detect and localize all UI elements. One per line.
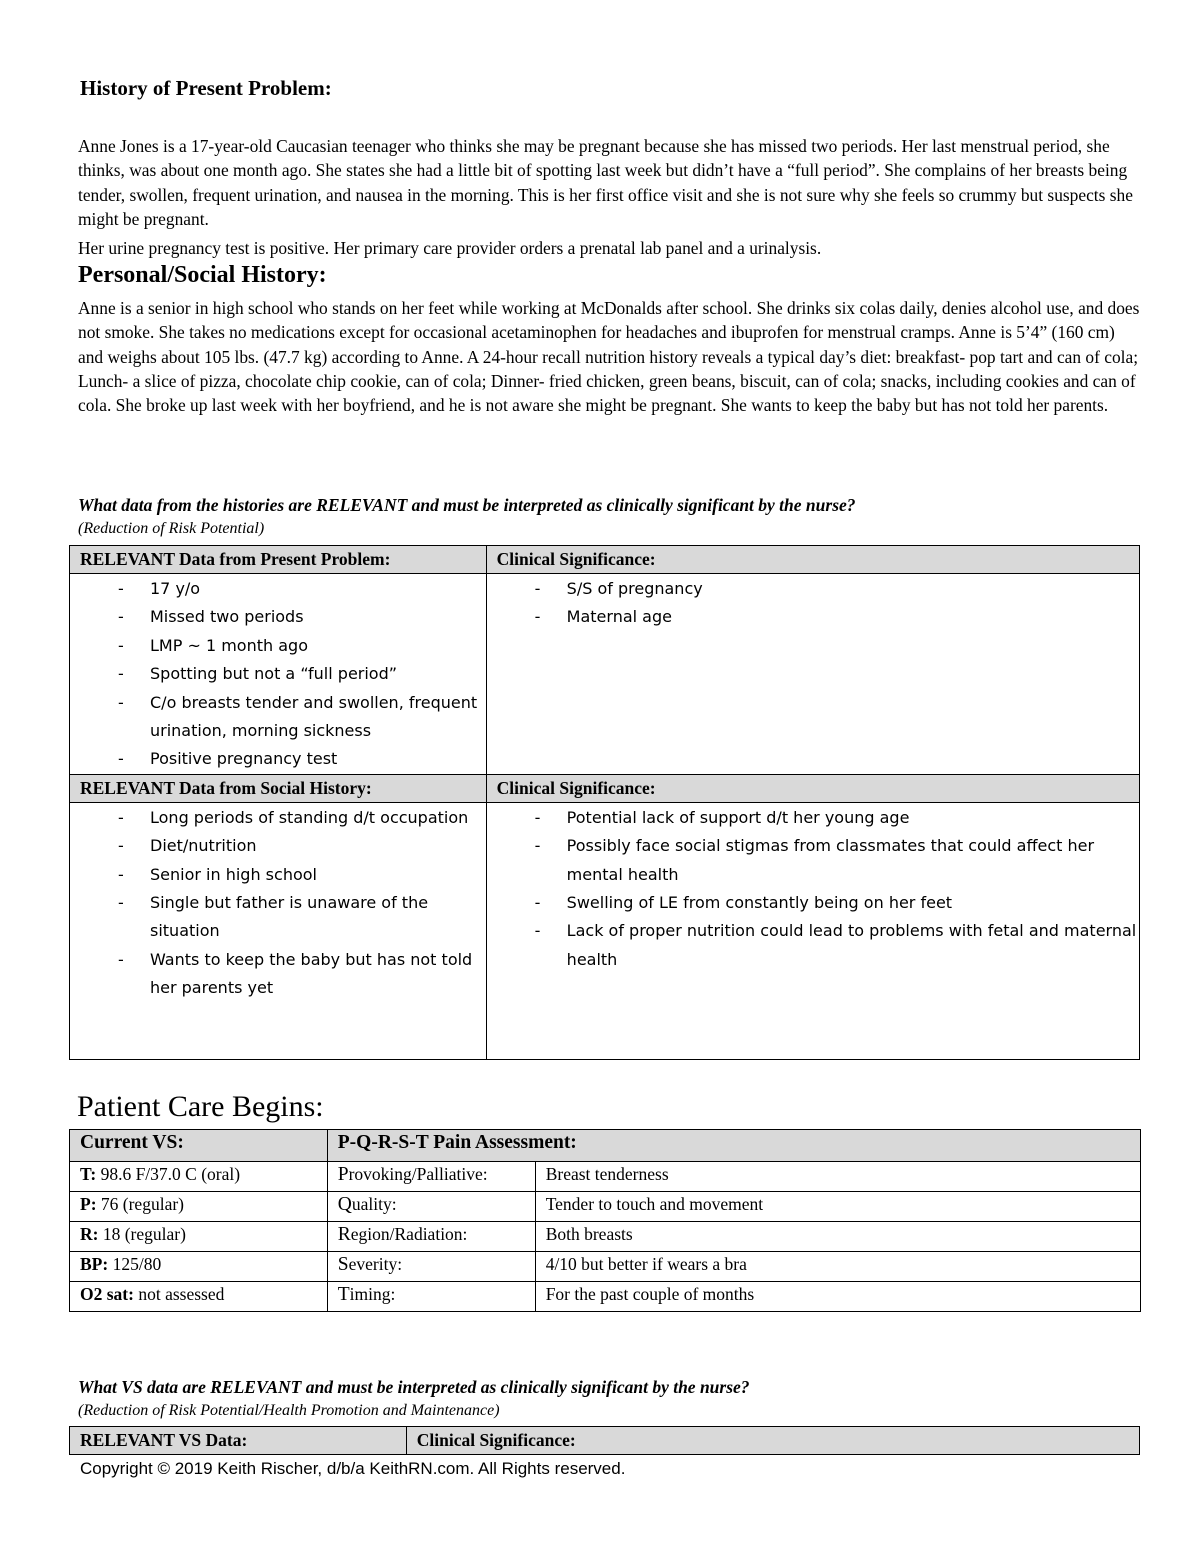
vs-value: 98.6 F/37.0 C (oral) [96,1164,241,1184]
pain-initial: R [337,1224,351,1245]
vs-value: 18 (regular) [98,1224,186,1244]
present-data-cell [70,574,487,775]
list-item: - Positive pregnancy test [70,745,486,773]
social-data-list [70,804,486,1003]
pain-initial: Q [337,1194,352,1215]
list-item: - C/o breasts tender and swollen, frequent urination, morning sickness [70,689,486,746]
list-item: - Spotting but not a “full period” [70,660,486,688]
vs-label: R: [80,1224,99,1244]
pain-label-cell [327,1252,535,1282]
table-row [70,1222,1141,1252]
pain-initial: S [337,1254,349,1275]
pain-label-cell [327,1222,535,1252]
present-problem-header: RELEVANT Data from Present Problem: [70,546,487,574]
question-2: What VS data are RELEVANT and must be interpreted as clinically significant by the nurse? [78,1377,750,1397]
vs-value: 125/80 [108,1254,162,1274]
vs-label: BP: [80,1254,109,1274]
list-item: - Maternal age [487,603,1139,631]
pain-value: For the past couple of months [535,1282,1140,1312]
social-heading: Personal/Social History: [78,262,327,288]
vs-pain-table [69,1129,1141,1312]
vs-label: P: [80,1194,97,1214]
list-item: - Swelling of LE from constantly being on her feet [487,889,1139,917]
copyright-footer: Copyright © 2019 Keith Rischer, d/b/a KeithRN.com. All Rights reserved. [80,1459,626,1478]
pain-label: rovoking/Palliative: [348,1164,488,1184]
clinical-significance-header-2: Clinical Significance: [486,774,1139,802]
list-item: - Wants to keep the baby but has not told her parents yet [70,946,486,1003]
table-row [70,1162,1141,1192]
question-1-sub: (Reduction of Risk Potential) [78,520,265,537]
pain-value: Breast tenderness [535,1162,1140,1192]
vs-cell [70,1192,328,1222]
pain-value: Tender to touch and movement [535,1192,1140,1222]
question-1: What data from the histories are RELEVANT and must be interpreted as clinically significant by the nurse? [78,495,856,515]
history-heading: History of Present Problem: [80,76,332,100]
social-significance-list [487,804,1139,974]
vs-value: 76 (regular) [96,1194,184,1214]
table-row [70,1252,1141,1282]
list-item: - LMP ~ 1 month ago [70,632,486,660]
vs-value: not assessed [133,1284,225,1304]
social-paragraph: Anne is a senior in high school who stands on her feet while working at McDonalds after school. She drinks six colas daily, denies alcohol use, and does not smoke. She takes no medications except for occasional acetaminophen for headaches and ibuprofen for menstrual cramps. Anne is 5’4” (160 cm) and weighs about 105 lbs. (47.7 kg) according to Anne. A 24-hour recall nutrition history reveals a typical day’s diet: breakfast- pop tart and can of cola; Lunch- a slice of pizza, chocolate chip cookie, can of cola; Dinner- fried chicken, green beans, biscuit, can of cola; snacks, including cookies and can of cola. She broke up last week with her boyfriend, and he is not aware she might be pregnant. She wants to keep the baby but has not told her parents. [78,298,1140,416]
vs-label: T: [80,1164,97,1184]
vs-cell [70,1252,328,1282]
list-item: - Lack of proper nutrition could lead to problems with fetal and maternal health [487,917,1139,974]
present-significance-list [487,575,1139,632]
pain-value: 4/10 but better if wears a bra [535,1252,1140,1282]
clinical-significance-header: Clinical Significance: [486,546,1139,574]
pain-initial: P [337,1164,349,1185]
list-item: - Potential lack of support d/t her young age [487,804,1139,832]
present-significance-cell [486,574,1139,775]
table-row [70,1282,1141,1312]
pain-label: everity: [348,1254,403,1274]
vs-significance-header: Clinical Significance: [406,1427,1139,1455]
present-data-list [70,575,486,774]
pain-label-cell [327,1192,535,1222]
list-item: - Single but father is unaware of the situation [70,889,486,946]
list-item: - Long periods of standing d/t occupation [70,804,486,832]
vs-cell [70,1222,328,1252]
pain-value: Both breasts [535,1222,1140,1252]
social-data-cell [70,802,487,1059]
pain-label: egion/Radiation: [350,1224,468,1244]
pain-assessment-header: P-Q-R-S-T Pain Assessment: [327,1130,1140,1162]
vs-cell [70,1282,328,1312]
list-item: - Missed two periods [70,603,486,631]
vs-label: O2 sat: [80,1284,134,1304]
relevant-data-table [69,545,1140,1060]
list-item: - Possibly face social stigmas from classmates that could affect her mental health [487,832,1139,889]
pain-label: iming: [349,1284,396,1304]
list-item: - Diet/nutrition [70,832,486,860]
list-item: - S/S of pregnancy [487,575,1139,603]
patient-care-heading: Patient Care Begins: [77,1090,324,1123]
relevant-vs-header: RELEVANT VS Data: [70,1427,407,1455]
pain-label-cell [327,1282,535,1312]
list-item: - 17 y/o [70,575,486,603]
pain-initial: T [337,1284,350,1305]
history-paragraph-2: Her urine pregnancy test is positive. Her primary care provider orders a prenatal lab panel and a urinalysis. [78,238,822,258]
pain-label-cell [327,1162,535,1192]
vs-cell [70,1162,328,1192]
social-significance-cell [486,802,1139,1059]
list-item: - Senior in high school [70,861,486,889]
current-vs-header: Current VS: [70,1130,328,1162]
history-paragraph: Anne Jones is a 17-year-old Caucasian teenager who thinks she may be pregnant because she has missed two periods. Her last menstrual period, she thinks, was about one month ago. She states she had a little bit of spotting last week but didn’t have a “full period”. She complains of her breasts being tender, swollen, frequent urination, and nausea in the morning. This is her first office visit and she is not sure why she feels so crummy but suspects she might be pregnant. [78,136,1133,229]
question-2-sub: (Reduction of Risk Potential/Health Promotion and Maintenance) [78,1402,500,1419]
pain-label: uality: [351,1194,397,1214]
relevant-vs-table [69,1426,1140,1455]
table-row [70,1192,1141,1222]
social-history-header: RELEVANT Data from Social History: [70,774,487,802]
